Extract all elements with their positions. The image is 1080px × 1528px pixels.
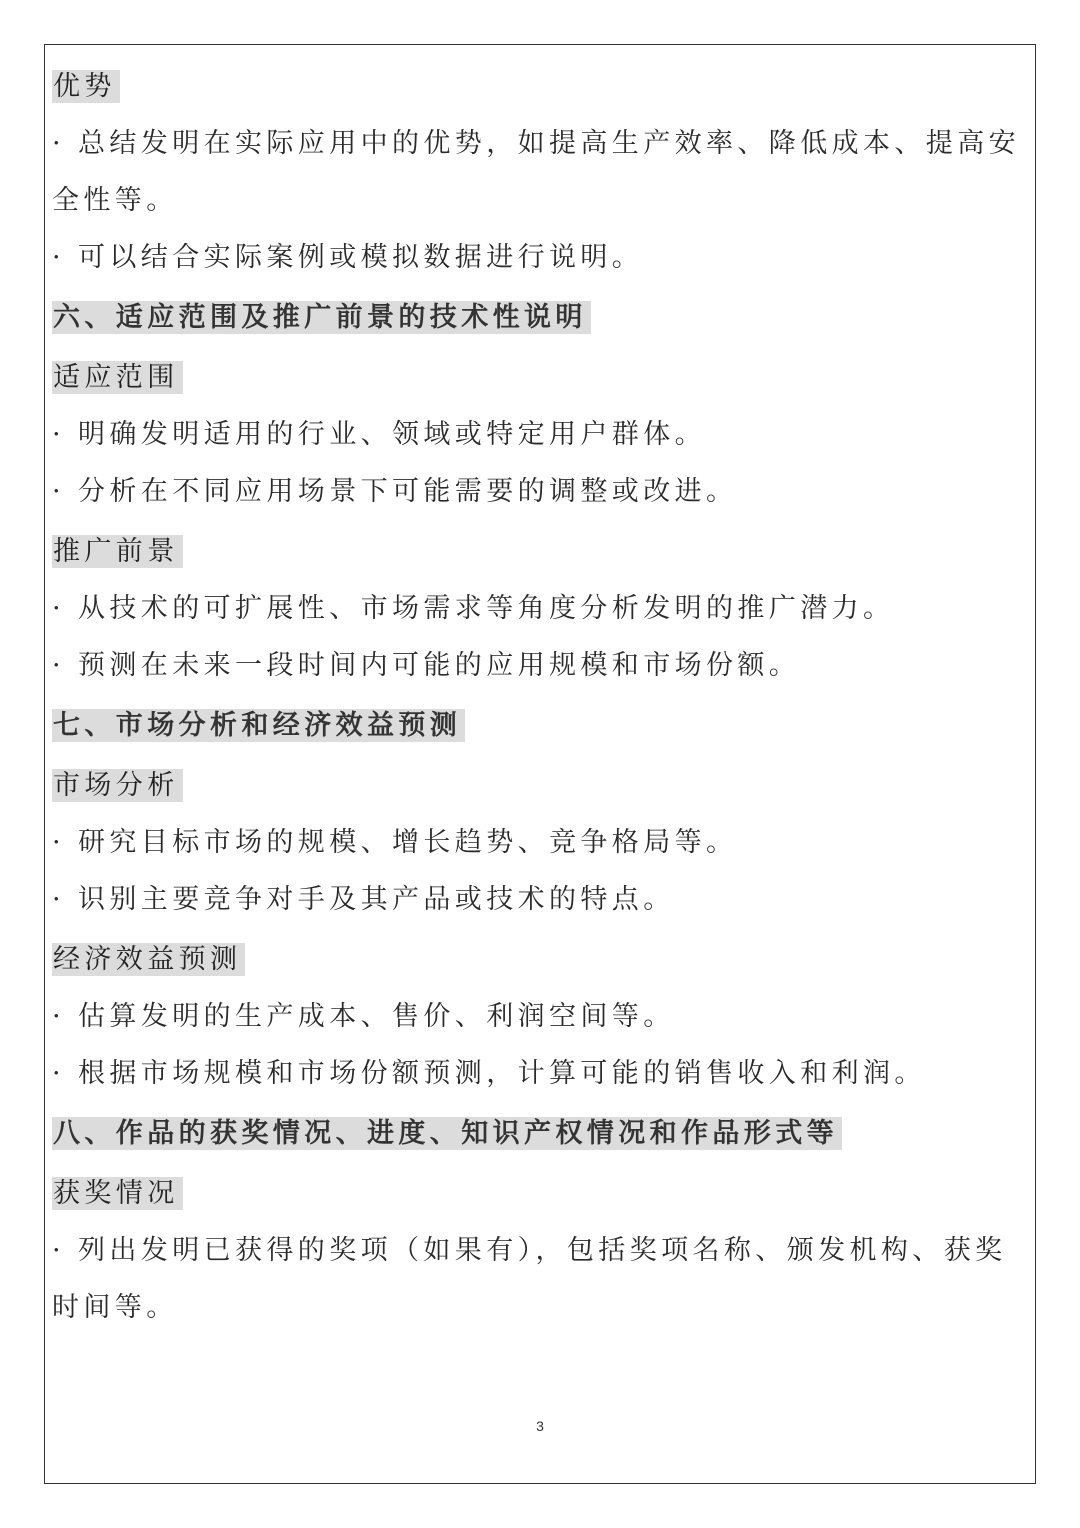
- heading-text: 六、适应范围及推广前景的技术性说明: [52, 301, 591, 334]
- bullet-text: 根据市场规模和市场份额预测，计算可能的销售收入和利润。: [78, 1058, 926, 1089]
- section-heading: [52, 289, 1028, 346]
- bullet-item: [52, 115, 1028, 229]
- bullet-item: [52, 814, 1028, 871]
- bullet-text: 列出发明已获得的奖项（如果有），包括奖项名称、颁发机构、获奖时间等。: [52, 1235, 1007, 1323]
- bullet-item: [52, 871, 1028, 928]
- bullet-text: 研究目标市场的规模、增长趋势、竞争格局等。: [78, 827, 738, 858]
- bullet-marker: ·: [52, 419, 65, 450]
- bullet-item: [52, 1045, 1028, 1102]
- heading-text: 优势: [52, 70, 120, 103]
- section-heading: [52, 1105, 1028, 1162]
- bullet-marker: ·: [52, 128, 65, 159]
- heading-text: 推广前景: [52, 535, 183, 568]
- bullet-marker: ·: [52, 1058, 65, 1089]
- page-number: 3: [536, 1418, 544, 1434]
- bullet-text: 明确发明适用的行业、领域或特定用户群体。: [78, 419, 706, 450]
- bullet-marker: ·: [52, 476, 65, 507]
- bullet-item: [52, 463, 1028, 520]
- heading-text: 适应范围: [52, 361, 183, 394]
- bullet-item: [52, 580, 1028, 637]
- heading-text: 市场分析: [52, 769, 183, 802]
- heading-text: 八、作品的获奖情况、进度、知识产权情况和作品形式等: [52, 1117, 842, 1150]
- bullet-item: [52, 637, 1028, 694]
- bullet-text: 分析在不同应用场景下可能需要的调整或改进。: [78, 476, 738, 507]
- bullet-marker: ·: [52, 593, 65, 624]
- bullet-marker: ·: [52, 884, 65, 915]
- subsection-heading: [52, 757, 1028, 814]
- document-body: [52, 58, 1028, 1336]
- bullet-marker: ·: [52, 1235, 65, 1266]
- bullet-marker: ·: [52, 650, 65, 681]
- subsection-heading: [52, 349, 1028, 406]
- bullet-item: [52, 229, 1028, 286]
- bullet-marker: ·: [52, 242, 65, 273]
- bullet-text: 可以结合实际案例或模拟数据进行说明。: [78, 242, 644, 273]
- bullet-item: [52, 406, 1028, 463]
- heading-text: 七、市场分析和经济效益预测: [52, 709, 465, 742]
- heading-text: 经济效益预测: [52, 943, 245, 976]
- section-heading: [52, 697, 1028, 754]
- subsection-heading: [52, 931, 1028, 988]
- subsection-heading: [52, 523, 1028, 580]
- bullet-text: 预测在未来一段时间内可能的应用规模和市场份额。: [78, 650, 801, 681]
- subsection-heading: [52, 58, 1028, 115]
- bullet-text: 从技术的可扩展性、市场需求等角度分析发明的推广潜力。: [78, 593, 895, 624]
- heading-text: 获奖情况: [52, 1177, 183, 1210]
- bullet-item: [52, 1222, 1028, 1336]
- bullet-text: 识别主要竞争对手及其产品或技术的特点。: [78, 884, 675, 915]
- subsection-heading: [52, 1165, 1028, 1222]
- bullet-text: 总结发明在实际应用中的优势，如提高生产效率、降低成本、提高安全性等。: [52, 128, 1020, 216]
- bullet-marker: ·: [52, 1001, 65, 1032]
- bullet-text: 估算发明的生产成本、售价、利润空间等。: [78, 1001, 675, 1032]
- bullet-marker: ·: [52, 827, 65, 858]
- bullet-item: [52, 988, 1028, 1045]
